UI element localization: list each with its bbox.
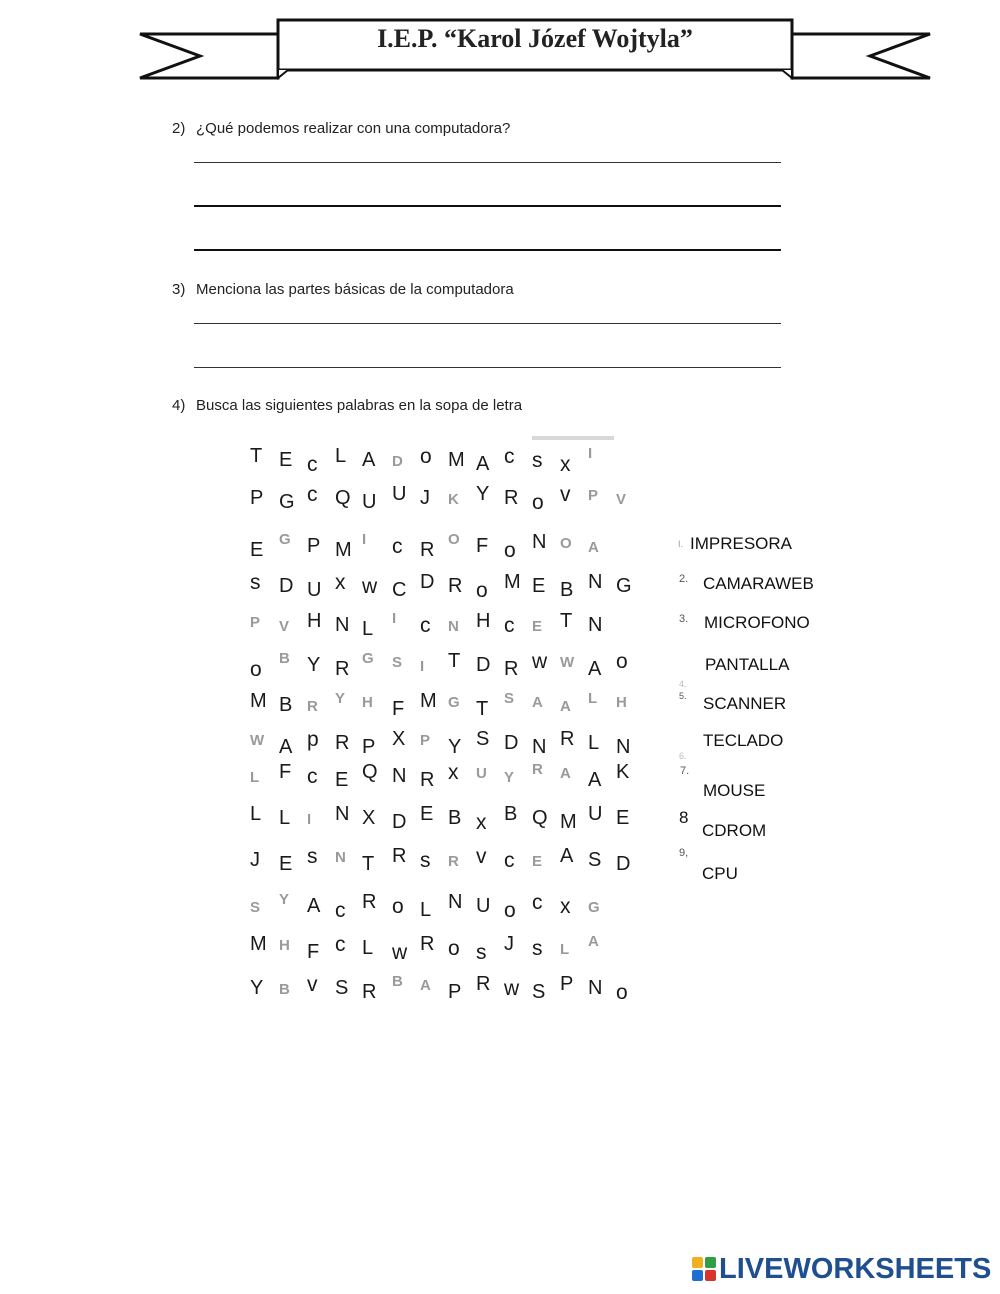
grid-letter[interactable]: R bbox=[362, 891, 377, 913]
question-3 bbox=[172, 281, 514, 298]
grid-letter[interactable]: H bbox=[476, 610, 491, 632]
grid-letter[interactable]: G bbox=[448, 694, 460, 711]
grid-letter[interactable]: W bbox=[250, 732, 265, 749]
grid-letter[interactable]: o bbox=[420, 445, 432, 468]
grid-letter[interactable]: K bbox=[448, 491, 459, 508]
grid-letter[interactable]: x bbox=[476, 811, 487, 834]
word-number: 7. bbox=[680, 765, 690, 777]
grid-letter[interactable]: Y bbox=[250, 977, 264, 999]
grid-letter[interactable]: Y bbox=[476, 483, 490, 505]
grid-letter[interactable]: E bbox=[532, 618, 543, 635]
question-number: 2) bbox=[172, 120, 186, 137]
grid-letter[interactable]: Y bbox=[307, 654, 321, 676]
grid-letter[interactable]: N bbox=[335, 849, 346, 866]
grid-letter[interactable]: x bbox=[560, 895, 571, 918]
grid-letter[interactable]: L bbox=[588, 732, 600, 754]
grid-letter[interactable]: D bbox=[476, 654, 491, 676]
grid-letter[interactable]: N bbox=[335, 803, 350, 825]
grid-letter[interactable]: R bbox=[307, 698, 318, 715]
word-text: PANTALLA bbox=[705, 655, 790, 674]
question-text: Busca las siguientes palabras en la sopa de letra bbox=[196, 397, 523, 414]
grid-letter[interactable]: o bbox=[532, 491, 544, 514]
question-text: Menciona las partes básicas de la computadora bbox=[196, 281, 514, 298]
grid-letter[interactable]: F bbox=[392, 698, 405, 720]
grid-letter[interactable]: I bbox=[392, 610, 397, 627]
grid-letter[interactable]: B bbox=[279, 650, 290, 667]
grid-letter[interactable]: c bbox=[335, 899, 346, 922]
grid-letter[interactable]: D bbox=[392, 811, 407, 833]
grid-letter[interactable]: L bbox=[362, 618, 374, 640]
grid-letter[interactable]: A bbox=[420, 977, 431, 994]
word-number: 6. bbox=[679, 751, 687, 761]
grid-letter[interactable]: E bbox=[532, 853, 543, 870]
grid-letter[interactable]: N bbox=[588, 614, 603, 636]
word-text: MOUSE bbox=[703, 781, 766, 800]
grid-letter[interactable]: Y bbox=[335, 690, 346, 707]
grid-letter[interactable]: R bbox=[420, 769, 435, 791]
grid-letter[interactable]: w bbox=[392, 941, 408, 964]
grid-letter[interactable]: o bbox=[392, 895, 404, 918]
grid-letter[interactable]: R bbox=[335, 658, 350, 680]
grid-letter[interactable]: O bbox=[448, 531, 460, 548]
grid-letter[interactable]: M bbox=[250, 690, 267, 712]
grid-letter[interactable]: I bbox=[362, 531, 367, 548]
grid-letter[interactable]: N bbox=[588, 571, 603, 593]
grid-letter[interactable]: I bbox=[420, 658, 425, 675]
grid-letter[interactable]: R bbox=[476, 973, 491, 995]
grid-letter[interactable]: s bbox=[532, 449, 543, 472]
word-text: CAMARAWEB bbox=[703, 574, 814, 593]
grid-letter[interactable]: A bbox=[588, 539, 599, 556]
liveworksheets-logo-icon bbox=[692, 1257, 716, 1281]
grid-letter[interactable]: S bbox=[504, 690, 515, 707]
grid-letter[interactable]: D bbox=[616, 853, 631, 875]
grid-letter[interactable]: G bbox=[588, 899, 600, 916]
grid-letter[interactable]: v bbox=[560, 483, 571, 506]
word-text: CDROM bbox=[702, 821, 767, 840]
grid-letter[interactable]: N bbox=[392, 765, 407, 787]
grid-letter[interactable]: M bbox=[335, 539, 352, 561]
grid-letter[interactable]: A bbox=[588, 933, 599, 950]
grid-letter[interactable]: X bbox=[362, 807, 376, 829]
grid-letter[interactable]: W bbox=[560, 654, 575, 671]
grid-letter[interactable]: B bbox=[392, 973, 403, 990]
brand-name: LIVEWORKSHEETS bbox=[719, 1253, 992, 1285]
grid-letter[interactable]: L bbox=[250, 769, 260, 786]
grid-letter[interactable]: Q bbox=[335, 487, 351, 509]
grid-letter[interactable]: R bbox=[448, 575, 463, 597]
question-2 bbox=[172, 120, 510, 137]
answer-line[interactable] bbox=[194, 162, 781, 163]
grid-letter[interactable]: A bbox=[279, 736, 293, 758]
grid-letter[interactable]: R bbox=[392, 845, 407, 867]
grid-letter[interactable]: M bbox=[448, 449, 465, 471]
grid-letter[interactable]: A bbox=[588, 658, 602, 680]
grid-letter[interactable]: J bbox=[420, 487, 430, 509]
grid-letter[interactable]: D bbox=[420, 571, 435, 593]
grid-letter[interactable]: S bbox=[588, 849, 602, 871]
grid-letter[interactable]: o bbox=[476, 579, 488, 602]
word-number: 3. bbox=[679, 613, 689, 625]
grid-letter[interactable]: c bbox=[504, 614, 515, 637]
grid-letter[interactable]: Q bbox=[532, 807, 548, 829]
grid-letter[interactable]: L bbox=[560, 941, 570, 958]
grid-letter[interactable]: L bbox=[250, 803, 262, 825]
grid-letter[interactable]: P bbox=[307, 535, 321, 557]
grid-letter[interactable]: E bbox=[250, 539, 264, 561]
grid-letter[interactable]: c bbox=[307, 483, 318, 506]
word-number: 5. bbox=[679, 691, 687, 701]
grid-letter[interactable]: I bbox=[307, 811, 312, 828]
grid-letter[interactable]: c bbox=[532, 891, 543, 914]
grid-letter[interactable]: T bbox=[448, 650, 461, 672]
grid-letter[interactable]: K bbox=[616, 761, 630, 783]
grid-letter[interactable]: B bbox=[504, 803, 518, 825]
grid-letter[interactable]: c bbox=[307, 453, 318, 476]
grid-letter[interactable]: I bbox=[588, 445, 593, 462]
answer-line[interactable] bbox=[194, 205, 781, 207]
grid-letter[interactable]: N bbox=[532, 531, 547, 553]
grid-letter[interactable]: N bbox=[588, 977, 603, 999]
grid-letter[interactable]: A bbox=[476, 453, 490, 475]
grid-letter[interactable]: R bbox=[448, 853, 459, 870]
grid-letter[interactable]: U bbox=[476, 765, 487, 782]
grid-letter[interactable]: A bbox=[307, 895, 321, 917]
answer-line[interactable] bbox=[194, 367, 781, 368]
grid-letter[interactable]: L bbox=[420, 899, 432, 921]
grid-letter[interactable]: P bbox=[250, 614, 261, 631]
word-text: TECLADO bbox=[703, 731, 784, 750]
grid-letter[interactable]: s bbox=[307, 845, 318, 868]
grid-letter[interactable]: E bbox=[420, 803, 434, 825]
grid-letter[interactable]: s bbox=[476, 941, 487, 964]
grid-letter[interactable]: R bbox=[335, 732, 350, 754]
grid-letter[interactable]: N bbox=[448, 618, 459, 635]
grid-letter[interactable]: B bbox=[279, 981, 290, 998]
word-number: 4. bbox=[679, 679, 687, 689]
word-text: IMPRESORA bbox=[690, 534, 793, 553]
grid-letter[interactable]: v bbox=[476, 845, 487, 868]
grid-letter[interactable]: w bbox=[532, 650, 548, 673]
grid-letter[interactable]: S bbox=[476, 728, 490, 750]
grid-letter[interactable]: S bbox=[250, 899, 261, 916]
grid-letter[interactable]: G bbox=[616, 575, 632, 597]
grid-letter[interactable]: U bbox=[307, 579, 322, 601]
grid-letter[interactable]: E bbox=[279, 853, 293, 875]
grid-letter[interactable]: B bbox=[279, 694, 293, 716]
grid-letter[interactable]: E bbox=[335, 769, 349, 791]
question-number: 4) bbox=[172, 397, 186, 414]
grid-letter[interactable]: M bbox=[504, 571, 521, 593]
grid-letter[interactable]: A bbox=[560, 845, 574, 867]
grid-letter[interactable]: D bbox=[279, 575, 294, 597]
grid-letter[interactable]: T bbox=[476, 698, 489, 720]
grid-letter[interactable]: E bbox=[532, 575, 546, 597]
grid-letter[interactable]: D bbox=[504, 732, 519, 754]
grid-letter[interactable]: R bbox=[420, 933, 435, 955]
grid-letter[interactable]: T bbox=[560, 610, 573, 632]
grid-letter[interactable]: T bbox=[250, 445, 263, 467]
grid-letter[interactable]: N bbox=[448, 891, 463, 913]
grid-letter[interactable]: F bbox=[307, 941, 320, 963]
grid-letter[interactable]: s bbox=[532, 937, 543, 960]
word-number: 8 bbox=[679, 808, 689, 827]
grid-letter[interactable]: c bbox=[392, 535, 403, 558]
grid-letter[interactable]: c bbox=[335, 933, 346, 956]
grid-letter[interactable]: L bbox=[362, 937, 374, 959]
grid-letter[interactable]: S bbox=[335, 977, 349, 999]
grid-letter[interactable]: H bbox=[616, 694, 627, 711]
grid-letter[interactable]: U bbox=[588, 803, 603, 825]
grid-letter[interactable]: p bbox=[307, 728, 319, 751]
grid-letter[interactable]: A bbox=[560, 698, 571, 715]
grid-letter[interactable]: S bbox=[392, 654, 403, 671]
grid-letter[interactable]: P bbox=[420, 732, 431, 749]
grid-letter[interactable]: A bbox=[588, 769, 602, 791]
grid-letter[interactable]: R bbox=[504, 658, 519, 680]
grid-letter[interactable]: E bbox=[279, 449, 293, 471]
grid-letter[interactable]: S bbox=[532, 981, 546, 1003]
grid-letter[interactable]: M bbox=[560, 811, 577, 833]
answer-line[interactable] bbox=[194, 323, 781, 324]
word-number: I. bbox=[678, 539, 684, 549]
grid-letter[interactable]: U bbox=[476, 895, 491, 917]
grid-letter[interactable]: w bbox=[504, 977, 520, 1000]
grid-letter[interactable]: N bbox=[532, 736, 547, 758]
word-number: 9, bbox=[679, 847, 689, 859]
grid-letter[interactable]: c bbox=[504, 849, 515, 872]
school-name: I.E.P. “Karol Józef Wojtyla” bbox=[377, 24, 693, 53]
grid-letter[interactable]: x bbox=[448, 761, 459, 784]
grid-letter[interactable]: w bbox=[362, 575, 378, 598]
grid-letter[interactable]: R bbox=[504, 487, 519, 509]
grid-letter[interactable]: Y bbox=[448, 736, 462, 758]
liveworksheets-brand bbox=[692, 1252, 992, 1285]
grid-letter[interactable]: R bbox=[420, 539, 435, 561]
grid-letter[interactable]: J bbox=[250, 849, 260, 871]
grid-letter[interactable]: R bbox=[532, 761, 543, 778]
grid-letter[interactable]: o bbox=[616, 981, 628, 1004]
grid-letter[interactable]: G bbox=[279, 531, 291, 548]
grid-letter[interactable]: L bbox=[588, 690, 598, 707]
grid-letter[interactable]: o bbox=[448, 937, 460, 960]
grid-letter[interactable]: B bbox=[560, 579, 574, 601]
question-4 bbox=[172, 397, 522, 414]
word-text: SCANNER bbox=[703, 694, 787, 713]
grid-letter[interactable]: H bbox=[307, 610, 322, 632]
grid-letter[interactable]: c bbox=[504, 445, 515, 468]
grid-letter[interactable]: s bbox=[420, 849, 431, 872]
grid-letter[interactable]: O bbox=[560, 535, 572, 552]
grid-letter[interactable]: N bbox=[616, 736, 631, 758]
grid-letter[interactable]: c bbox=[307, 765, 318, 788]
grid-letter[interactable]: R bbox=[560, 728, 575, 750]
grid-letter[interactable]: D bbox=[392, 453, 403, 470]
grid-letter[interactable]: G bbox=[362, 650, 374, 667]
grid-letter[interactable]: U bbox=[392, 483, 407, 505]
grid-letter[interactable]: V bbox=[279, 618, 290, 635]
grid-letter[interactable]: J bbox=[504, 933, 514, 955]
word-number: 2. bbox=[679, 573, 689, 585]
grid-letter[interactable]: P bbox=[250, 487, 264, 509]
grid-letter[interactable]: Q bbox=[362, 761, 378, 783]
question-text: ¿Qué podemos realizar con una computadora? bbox=[196, 120, 511, 137]
grid-letter[interactable]: T bbox=[362, 853, 375, 875]
grid-letter[interactable]: F bbox=[476, 535, 489, 557]
grid-letter[interactable]: o bbox=[250, 658, 262, 681]
answer-line[interactable] bbox=[194, 249, 781, 251]
question-number: 3) bbox=[172, 281, 186, 298]
scan-smudge bbox=[532, 436, 614, 440]
grid-letter[interactable]: L bbox=[335, 445, 347, 467]
grid-letter[interactable]: M bbox=[420, 690, 437, 712]
grid-letter[interactable]: G bbox=[279, 491, 295, 513]
grid-letter[interactable]: X bbox=[392, 728, 406, 750]
grid-letter[interactable]: s bbox=[250, 571, 261, 594]
word-text: CPU bbox=[702, 864, 738, 883]
grid-letter[interactable]: P bbox=[362, 736, 376, 758]
grid-letter[interactable]: Y bbox=[279, 891, 290, 908]
grid-letter[interactable]: R bbox=[362, 981, 377, 1003]
grid-letter[interactable]: A bbox=[362, 449, 376, 471]
grid-letter[interactable]: P bbox=[588, 487, 599, 504]
grid-letter[interactable]: v bbox=[307, 973, 318, 996]
grid-letter[interactable]: L bbox=[279, 807, 291, 829]
grid-letter[interactable]: N bbox=[335, 614, 350, 636]
grid-letter[interactable]: A bbox=[560, 765, 571, 782]
grid-letter[interactable]: U bbox=[362, 491, 377, 513]
grid-letter[interactable]: x bbox=[335, 571, 346, 594]
grid-letter[interactable]: o bbox=[504, 899, 516, 922]
grid-letter[interactable]: o bbox=[504, 539, 516, 562]
grid-letter[interactable]: c bbox=[420, 614, 431, 637]
grid-letter[interactable]: P bbox=[560, 973, 574, 995]
grid-letter[interactable]: V bbox=[616, 491, 627, 508]
grid-letter[interactable]: P bbox=[448, 981, 462, 1003]
grid-letter[interactable]: C bbox=[392, 579, 407, 601]
grid-letter[interactable]: Y bbox=[504, 769, 515, 786]
grid-letter[interactable]: M bbox=[250, 933, 267, 955]
grid-letter[interactable]: F bbox=[279, 761, 292, 783]
grid-letter[interactable]: H bbox=[362, 694, 373, 711]
grid-letter[interactable]: o bbox=[616, 650, 628, 673]
grid-letter[interactable]: E bbox=[616, 807, 630, 829]
word-text: MICROFONO bbox=[704, 613, 810, 632]
grid-letter[interactable]: x bbox=[560, 453, 571, 476]
grid-letter[interactable]: H bbox=[279, 937, 290, 954]
grid-letter[interactable]: A bbox=[532, 694, 543, 711]
grid-letter[interactable]: B bbox=[448, 807, 462, 829]
